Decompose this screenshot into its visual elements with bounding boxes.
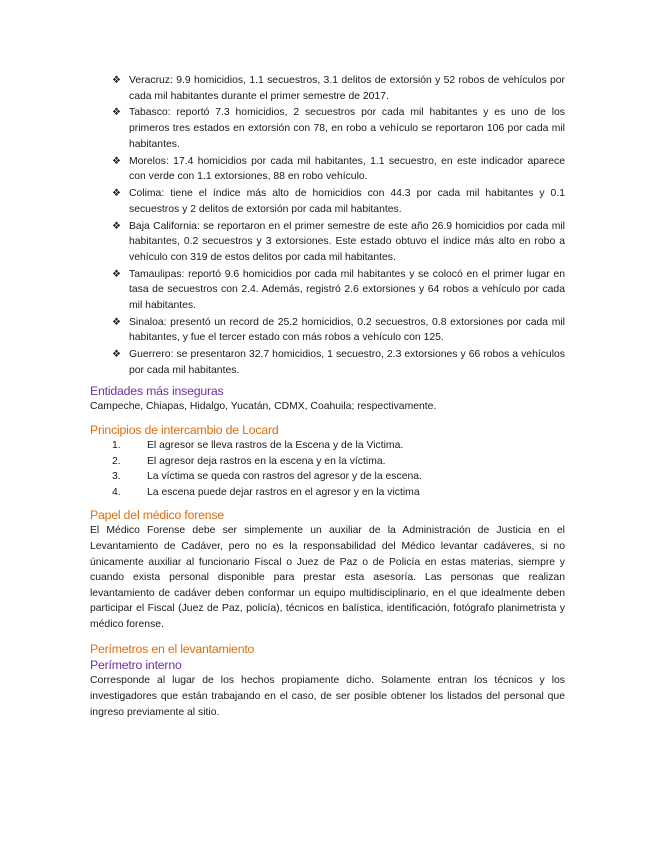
diamond-bullet-icon: ❖ [112,155,121,167]
section-heading-entidades: Entidades más inseguras [90,384,224,399]
subheading-perimetro-interno: Perímetro interno [90,658,182,673]
list-item: ❖ Tamaulipas: reportó 9.6 homicidios por cada mil habitantes y se colocó en el primer lugar en tasa de secuestros con 2.4. Además, registró 2.6 extorsiones y 64 robos a vehículo por cada mil habitantes. [112,268,565,311]
perimetro-interno-paragraph: Corresponde al lugar de los hechos propiamente dicho. Solamente entran los técnicos y los investigadores que están trabajando en el caso, de ser posible obtener los listados del personal que ingreso previamente al sitio. [90,675,565,718]
list-item: ❖ Morelos: 17.4 homicidios por cada mil habitantes, 1.1 secuestro, en este indicador aparece con verde con 1.1 extorsiones, 88 en robo vehículo. [112,155,565,183]
state-crime-list [90,73,565,378]
list-item: 3. La víctima se queda con rastros del agresor y de la escena. [112,471,422,483]
diamond-bullet-icon: ❖ [112,316,121,328]
list-item: ❖ Tabasco: reportó 7.3 homicidios, 2 secuestros por cada mil habitantes y es uno de los primeros tres estados en extorsión con 78, en robo a vehículo se reportaron 106 por cada mil habitantes. [112,107,565,150]
list-item: ❖ Sinaloa: presentó un record de 25.2 homicidios, 0.2 secuestros, 0.8 extorsiones por cada mil habitantes, y fue el tercer estado con más robos a vehículo con 125. [112,316,565,344]
diamond-bullet-icon: ❖ [112,220,121,232]
diamond-bullet-icon: ❖ [112,349,121,361]
section-heading-medico-forense: Papel del médico forense [90,508,224,523]
list-item: ❖ Guerrero: se presentaron 32.7 homicidios, 1 secuestro, 2.3 extorsiones y 66 robos a vehículos por cada mil habitantes. [112,349,565,376]
list-item: ❖ Colima: tiene el índice más alto de homicidios con 44.3 por cada mil habitantes y 0.1 secuestros y 2 delitos de extorsión por cada mil habitantes. [112,188,565,215]
list-item: ❖ Veracruz: 9.9 homicidios, 1.1 secuestros, 3.1 delitos de extorsión y 52 robos de vehículos por cada mil habitantes durante el primer semestre de 2017. [112,75,565,102]
list-item: ❖ Baja California: se reportaron en el primer semestre de este año 26.9 homicidios por cada mil habitantes, 0.2 secuestros y 3 extorsiones. Este estado obtuvo el índice más alto en robo a vehículo con 319 de estos delitos por cada mil habitantes. [112,220,565,263]
diamond-bullet-icon: ❖ [112,268,121,280]
section-heading-locard: Principios de intercambio de Locard [90,422,279,437]
list-item: 4. La escena puede dejar rastros en el agresor y en la victima [112,486,420,498]
list-item: 2. El agresor deja rastros en la escena y en la víctima. [112,455,386,467]
medico-forense-paragraph: El Médico Forense debe ser simplemente un auxiliar de la Administración de Justicia en el Levantamiento de Cadáver, pero no es la responsabilidad del Médico levantar cadáveres, si no únicamente auxiliar al funcionario Fiscal o Juez de Paz o de Policía en estas materias, siempre y cuando exista personal disponible para prestar esta asesoría. Las personas que realizan levantamiento de cadáver deben conformar un equipo multidisciplinario, en el que idealmente deben participar el Fiscal (Juez de Paz, policía), técnicos en balística, identificación, fotógrafo planimetrista y médico forense. [90,525,565,630]
diamond-bullet-icon: ❖ [112,107,121,119]
entidades-text: Campeche, Chiapas, Hidalgo, Yucatán, CDMX, Coahuila; respectivamente. [90,401,437,413]
diamond-bullet-icon: ❖ [112,75,121,86]
list-item: 1. El agresor se lleva rastros de la Escena y de la Victima. [112,439,404,451]
section-heading-perimetros: Perímetros en el levantamiento [90,642,255,657]
locard-principles-list [90,438,565,500]
diamond-bullet-icon: ❖ [112,188,121,200]
